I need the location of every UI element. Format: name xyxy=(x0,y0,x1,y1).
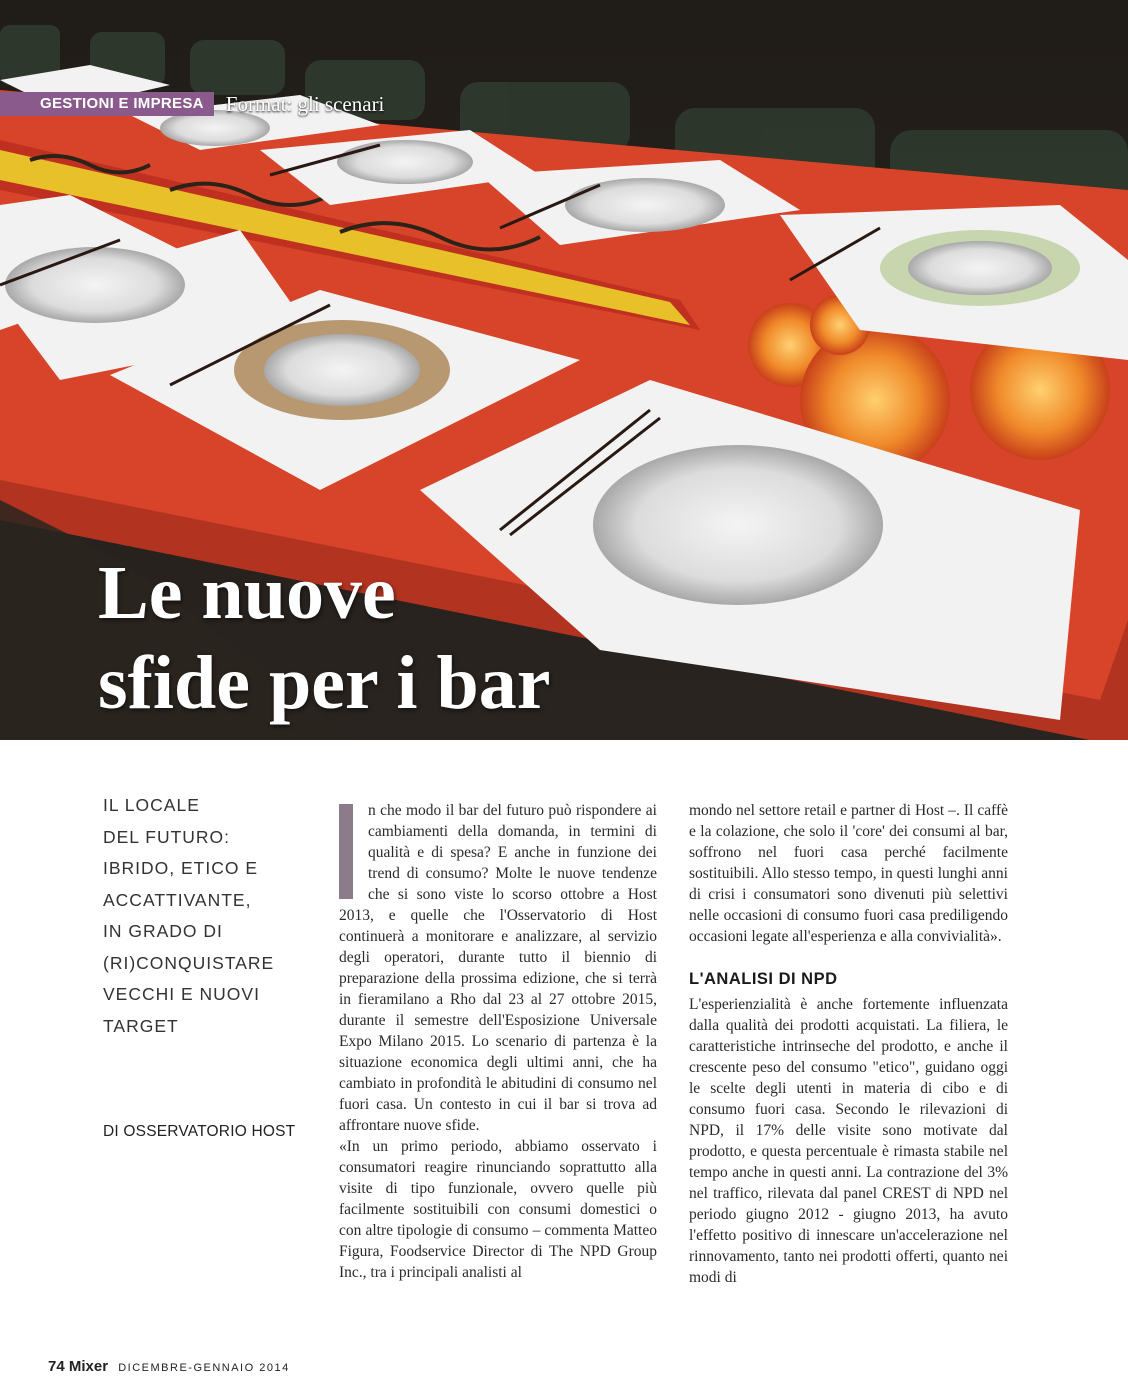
body-paragraph: L'esperienzialità è anche fortemente influenzata dalla qualità dei prodotti acquistati. La filiera, le caratteristiche intrinseche del prodotto, e anche il crescente peso del consumo "etico", guidano oggi le scelte degli utenti in materia di cibo e di consumo fuori casa. Secondo le rilevazioni di NPD, il 17% delle visite sono motivate dal prodotto, e questa percentuale è rimasta stabile nel tempo anche in questi anni. La contrazione del 3% nel traffico, rilevata dal panel CREST di NPD nel periodo giugno 2012 - giugno 2013, ha avuto l'effetto positivo di innescare un'accelerazione nel rinnovamento, tanto nei prodotti offerti, quanto nei modi di xyxy=(689,996,1008,1286)
headline-line-2: sfide per i bar xyxy=(98,641,551,725)
deck-line: IBRIDO, ETICO E xyxy=(103,858,259,878)
section-header xyxy=(0,92,384,116)
magazine-name: Mixer xyxy=(68,1358,109,1375)
deck-line: (RI)CONQUISTARE xyxy=(103,952,275,973)
section-tag: GESTIONI E IMPRESA xyxy=(0,92,214,116)
article-column-1 xyxy=(339,800,657,1283)
section-subtitle: Format: gli scenari xyxy=(225,92,385,116)
issue-date: DICEMBRE-GENNAIO 2014 xyxy=(118,1362,290,1374)
body-paragraph: n che modo il bar del futuro può rispondere ai cambiamenti della domanda, in termini di qualità e di spesa? E anche in funzione dei trend di consumo? Molte le nuove tendenze che si sono viste lo scorso ottobre a Host 2013, e quelle che l'Osservatorio di Host continuerà a monitorare e analizzare, al servizio degli operatori, durante tutto il biennio di preparazione della prossima edizione, che si terrà in fieramilano a Rho dal 23 al 27 ottobre 2015, durante il semestre dell'Esposizione Universale Expo Milano 2015. Lo scenario di partenza è la situazione economica degli ultimi anni, che ha cambiato in profondità le abitudini di consumo nel fuori casa. Un contesto in cui il bar si trova ad affrontare nuove sfide. xyxy=(339,802,657,1134)
deck-line: DEL FUTURO: xyxy=(103,826,231,847)
page-footer xyxy=(48,1358,290,1375)
headline-line-1: Le nuove xyxy=(98,551,396,635)
deck-line: TARGET xyxy=(103,1015,179,1036)
body-paragraph: «In un primo periodo, abbiamo osservato i consumatori reagire rinunciando soprattutto alla visite di tipo funzionale, ovvero quelle più facilmente sostituibili con consumi domestici o con altre tipologie di consumo – commenta Matteo Figura, Foodservice Director di The NPD Group Inc., tra i principali analisti al xyxy=(339,1138,657,1281)
page-number: 74 xyxy=(48,1358,65,1375)
byline: DI OSSERVATORIO HOST xyxy=(103,1123,296,1140)
drop-cap-i xyxy=(339,804,353,899)
deck-line: ACCATTIVANTE, xyxy=(103,889,252,910)
deck-line: VECCHI E NUOVI xyxy=(103,984,260,1004)
section-subhead: L'ANALISI DI NPD xyxy=(689,970,838,988)
body-paragraph: mondo nel settore retail e partner di Host –. Il caffè e la colazione, che solo il 'core' dei consumi al bar, soffrono nel fuori casa perché facilmente sostituibili. Allo stesso tempo, in questi lunghi anni di crisi i consumatori sono divenuti più selettivi nelle occasioni di consumo fuori casa prediligendo occasioni legate all'esperienza e alla convivialità». xyxy=(689,802,1008,945)
article-deck xyxy=(103,790,303,1042)
article-column-2 xyxy=(689,800,1008,1288)
deck-line: IL LOCALE xyxy=(103,795,200,815)
article-headline xyxy=(98,548,550,728)
deck-line: IN GRADO DI xyxy=(103,921,223,941)
